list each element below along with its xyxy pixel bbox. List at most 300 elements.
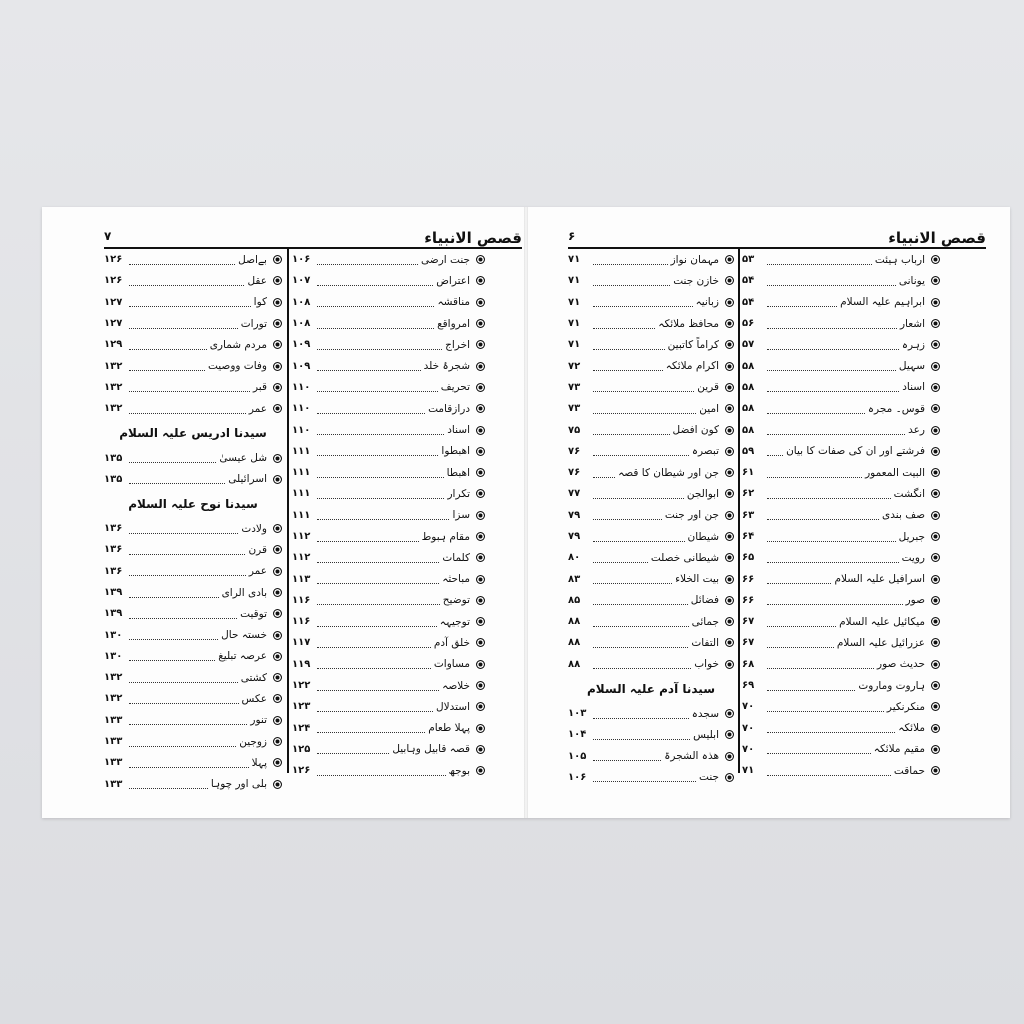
- toc-entry-title: اخراج: [445, 338, 470, 351]
- bullet-icon: [273, 545, 282, 554]
- bullet-icon: [273, 588, 282, 597]
- toc-entry-page: ۷۱: [568, 318, 581, 330]
- toc-entry-title: منکرنکیر: [886, 700, 925, 713]
- toc-entry: [742, 483, 940, 504]
- toc-entry: [568, 746, 734, 767]
- toc-entry-page: ۵۹: [742, 445, 755, 457]
- bullet-icon: [476, 638, 485, 647]
- dot-leader: [593, 532, 685, 542]
- toc-entry: [104, 539, 282, 560]
- bullet-icon: [725, 532, 734, 541]
- bullet-icon: [931, 511, 940, 520]
- toc-entry: [104, 561, 282, 582]
- toc-entry: [568, 632, 734, 653]
- toc-entry-title: توضیح: [442, 594, 470, 607]
- toc-entry: [104, 447, 282, 468]
- toc-entry-page: ۸۸: [568, 637, 581, 649]
- toc-entry-title: خلق آدم: [433, 636, 470, 649]
- bullet-icon: [931, 702, 940, 711]
- bullet-icon: [931, 660, 940, 669]
- dot-leader: [317, 553, 439, 563]
- toc-entry-page: ۱۳۲: [104, 381, 123, 393]
- toc-entry-page: ۷۰: [742, 701, 755, 713]
- dot-leader: [129, 453, 216, 463]
- toc-entry-title: خستہ حال: [221, 629, 267, 642]
- bullet-icon: [273, 780, 282, 789]
- toc-entry-page: ۱۲۷: [104, 296, 123, 308]
- bullet-icon: [931, 340, 940, 349]
- dot-leader: [129, 524, 238, 534]
- toc-entry: [568, 355, 734, 376]
- toc-entry-page: ۱۳۶: [104, 565, 123, 577]
- bullet-icon: [273, 340, 282, 349]
- toc-entry: [568, 724, 734, 745]
- toc-entry-page: ۱۱۶: [292, 616, 311, 628]
- toc-entry-title: درازقامت: [428, 402, 470, 415]
- dot-leader: [317, 638, 431, 648]
- toc-entry-page: ۷۰: [742, 743, 755, 755]
- dot-leader: [129, 588, 219, 598]
- bullet-icon: [476, 702, 485, 711]
- toc-column-right: [292, 249, 485, 781]
- toc-entry: [742, 675, 940, 696]
- book-spread: [42, 207, 1010, 818]
- bullet-icon: [725, 511, 734, 520]
- bullet-icon: [725, 553, 734, 562]
- left-page: [42, 207, 526, 818]
- bullet-icon: [476, 532, 485, 541]
- toc-entry: [104, 646, 282, 667]
- bullet-icon: [273, 362, 282, 371]
- dot-leader: [129, 737, 236, 747]
- bullet-icon: [931, 745, 940, 754]
- bullet-icon: [931, 724, 940, 733]
- bullet-icon: [931, 276, 940, 285]
- toc-entry: [292, 611, 485, 632]
- dot-leader: [129, 779, 208, 789]
- dot-leader: [317, 276, 433, 286]
- toc-entry-title: اسرافیل علیہ السلام: [834, 573, 925, 586]
- bullet-icon: [476, 766, 485, 775]
- toc-entry-page: ۶۶: [742, 573, 755, 585]
- toc-entry: [292, 547, 485, 568]
- dot-leader: [129, 404, 246, 414]
- toc-entry-page: ۱۰۷: [292, 275, 311, 287]
- toc-entry: [742, 419, 940, 440]
- bullet-icon: [931, 362, 940, 371]
- toc-entry-title: مقیم ملائکہ: [873, 743, 925, 756]
- bullet-icon: [725, 489, 734, 498]
- toc-entry-title: اشعار: [899, 317, 925, 330]
- dot-leader: [767, 404, 865, 414]
- toc-entry-title: اکرام ملائکہ: [665, 360, 719, 373]
- toc-entry: [742, 696, 940, 717]
- bullet-icon: [476, 404, 485, 413]
- bullet-icon: [476, 489, 485, 498]
- bullet-icon: [931, 575, 940, 584]
- dot-leader: [317, 361, 421, 371]
- toc-entry-title: امین: [699, 402, 719, 415]
- dot-leader: [317, 404, 425, 414]
- toc-entry-title: تکرار: [447, 487, 470, 500]
- toc-entry-title: اسناد: [447, 424, 470, 437]
- page-title: قصص الانبیاء: [888, 229, 986, 247]
- toc-entry-title: زوجین: [239, 735, 267, 748]
- dot-leader: [767, 297, 837, 307]
- dot-leader: [767, 468, 862, 478]
- toc-entry-page: ۷۱: [568, 275, 581, 287]
- toc-entry-page: ۷۹: [568, 531, 581, 542]
- bullet-icon: [476, 575, 485, 584]
- dot-leader: [129, 382, 250, 392]
- dot-leader: [767, 723, 895, 733]
- dot-leader: [767, 744, 871, 754]
- toc-entry-title: شجرۂ خلد: [423, 360, 470, 373]
- dot-leader: [593, 319, 655, 329]
- bullet-icon: [725, 319, 734, 328]
- bullet-icon: [931, 255, 940, 264]
- dot-leader: [767, 681, 855, 691]
- toc-entry-page: ۱۳۰: [104, 650, 123, 662]
- bullet-icon: [273, 758, 282, 767]
- bullet-icon: [725, 404, 734, 413]
- dot-leader: [767, 361, 896, 371]
- toc-entry-title: سجدہ: [691, 707, 719, 720]
- dot-leader: [593, 617, 689, 627]
- bullet-icon: [476, 255, 485, 264]
- toc-entry-page: ۷۹: [568, 509, 581, 521]
- dot-leader: [129, 630, 218, 640]
- toc-entry-page: ۱۲۳: [292, 701, 311, 713]
- toc-entry-title: عکس: [241, 692, 267, 705]
- toc-entry: [742, 398, 940, 419]
- toc-entry-title: جنت: [699, 771, 719, 784]
- toc-entry-page: ۷۵: [568, 424, 581, 436]
- toc-entry-page: ۵۸: [742, 360, 755, 372]
- toc-entry: [104, 710, 282, 731]
- toc-entry: [568, 377, 734, 398]
- toc-entry: [568, 505, 734, 526]
- toc-entry: [292, 462, 485, 483]
- bullet-icon: [273, 737, 282, 746]
- bullet-icon: [725, 447, 734, 456]
- column-divider: [287, 249, 289, 773]
- dot-leader: [767, 510, 879, 520]
- toc-entry-title: زہرہ: [901, 338, 925, 351]
- toc-entry-page: ۸۵: [568, 594, 581, 606]
- toc-entry: [568, 590, 734, 611]
- toc-entry-page: ۱۱۱: [292, 467, 311, 479]
- bullet-icon: [476, 383, 485, 392]
- toc-entry: [568, 462, 734, 483]
- bullet-icon: [273, 524, 282, 533]
- dot-leader: [129, 673, 238, 683]
- bullet-icon: [725, 276, 734, 285]
- dot-leader: [767, 276, 896, 286]
- toc-entry-title: التفات: [691, 636, 719, 649]
- bullet-icon: [931, 681, 940, 690]
- toc-entry: [292, 568, 485, 589]
- dot-leader: [317, 744, 389, 754]
- toc-entry-page: ۱۰۴: [568, 729, 587, 741]
- toc-entry-title: قوس۔ مجرہ: [867, 402, 925, 415]
- dot-leader: [317, 766, 446, 776]
- bullet-icon: [273, 276, 282, 285]
- toc-entry-page: ۱۰۶: [568, 771, 587, 783]
- dot-leader: [767, 617, 836, 627]
- toc-entry-page: ۱۳۹: [104, 608, 123, 620]
- bullet-icon: [476, 511, 485, 520]
- toc-entry-page: ۷۱: [742, 765, 755, 777]
- toc-entry: [568, 292, 734, 313]
- toc-entry-title: کوا: [253, 296, 267, 309]
- toc-entry: [104, 249, 282, 270]
- bullet-icon: [725, 362, 734, 371]
- dot-leader: [767, 638, 834, 648]
- toc-entry-title: ابراہیم علیہ السلام: [840, 296, 925, 309]
- column-divider: [738, 249, 740, 773]
- dot-leader: [767, 766, 891, 776]
- toc-entry-page: ۱۱۶: [292, 594, 311, 606]
- toc-entry-page: ۶۷: [742, 637, 755, 649]
- dot-leader: [593, 638, 688, 648]
- bullet-icon: [476, 340, 485, 349]
- toc-entry-page: ۱۱۳: [292, 573, 311, 585]
- bullet-icon: [273, 383, 282, 392]
- toc-entry-page: ۶۵: [742, 552, 755, 564]
- toc-entry-title: مباحثہ: [442, 573, 470, 586]
- dot-leader: [129, 340, 207, 350]
- toc-entry-page: ۱۱۲: [292, 552, 311, 564]
- toc-entry: [104, 582, 282, 603]
- toc-entry: [742, 249, 940, 270]
- bullet-icon: [931, 766, 940, 775]
- toc-entry-page: ۱۱۰: [292, 424, 311, 436]
- page-number: ۶: [568, 229, 576, 243]
- toc-entry-title: امرواقع: [437, 317, 470, 330]
- bullet-icon: [725, 383, 734, 392]
- bullet-icon: [931, 468, 940, 477]
- toc-entry-title: محافظ ملائکہ: [658, 317, 719, 330]
- dot-leader: [767, 595, 903, 605]
- dot-leader: [317, 595, 440, 605]
- bullet-icon: [931, 553, 940, 562]
- bullet-icon: [931, 298, 940, 307]
- toc-entry-title: عزرائیل علیہ السلام: [836, 636, 925, 649]
- bullet-icon: [273, 694, 282, 703]
- dot-leader: [317, 617, 437, 627]
- bullet-icon: [725, 660, 734, 669]
- toc-entry-title: جن اور جنت: [664, 509, 719, 522]
- toc-entry: [104, 774, 282, 795]
- toc-entry-title: اسرائیلی: [228, 473, 267, 486]
- toc-entry-title: بیت الخلاء: [675, 573, 719, 586]
- toc-entry-title: حماقت: [893, 764, 925, 777]
- toc-entry: [568, 767, 734, 788]
- right-page: [526, 207, 1010, 818]
- bullet-icon: [476, 362, 485, 371]
- toc-entry-title: تنور: [250, 714, 267, 727]
- dot-leader: [129, 758, 249, 768]
- bullet-icon: [273, 319, 282, 328]
- dot-leader: [767, 532, 896, 542]
- bullet-icon: [273, 475, 282, 484]
- toc-entry-title: وفات ووصیت: [207, 360, 267, 373]
- toc-entry-title: فرشتے اور ان کی صفات کا بیان: [786, 445, 925, 458]
- toc-entry: [742, 718, 940, 739]
- toc-entry-page: ۱۲۷: [104, 318, 123, 330]
- toc-entry-title: توقیت: [240, 607, 267, 620]
- bullet-icon: [931, 532, 940, 541]
- toc-entry: [292, 632, 485, 653]
- toc-entry-title: خلاصہ: [442, 679, 470, 692]
- toc-entry-page: ۷۳: [568, 381, 581, 393]
- bullet-icon: [273, 673, 282, 682]
- toc-entry-page: ۱۱۹: [292, 658, 311, 670]
- toc-entry-title: جبریل: [898, 530, 925, 543]
- dot-leader: [593, 730, 690, 740]
- bullet-icon: [273, 404, 282, 413]
- toc-entry: [292, 249, 485, 270]
- toc-entry-title: پہلا: [251, 756, 267, 769]
- toc-entry-page: ۵۸: [742, 381, 755, 393]
- dot-leader: [593, 751, 661, 761]
- bullet-icon: [273, 567, 282, 576]
- toc-entry-page: ۱۲۶: [292, 765, 311, 777]
- toc-entry: [292, 718, 485, 739]
- toc-entry-page: ۷۲: [568, 360, 581, 372]
- toc-entry-title: کراماً کاتبین: [667, 338, 719, 351]
- toc-entry-title: ابوالجن: [686, 487, 719, 500]
- toc-entry-title: عقل: [247, 274, 267, 287]
- toc-entry-title: شل عیسیٰ: [219, 452, 267, 465]
- toc-entry-page: ۸۸: [568, 658, 581, 670]
- toc-entry: [292, 377, 485, 398]
- bullet-icon: [273, 631, 282, 640]
- bullet-icon: [476, 553, 485, 562]
- toc-entry-page: ۱۳۹: [104, 587, 123, 598]
- toc-entry-page: ۱۳۵: [104, 473, 123, 485]
- toc-entry: [742, 334, 940, 355]
- toc-entry-page: ۵۳: [742, 254, 755, 266]
- bullet-icon: [476, 745, 485, 754]
- toc-entry-title: قصہ قابیل وہابیل: [392, 743, 470, 756]
- toc-entry-page: ۶۴: [742, 531, 755, 542]
- toc-entry-title: تحریف: [440, 381, 470, 394]
- toc-entry-title: قرین: [697, 381, 719, 394]
- bullet-icon: [725, 617, 734, 626]
- dot-leader: [317, 702, 433, 712]
- toc-entry-title: قرن: [248, 543, 267, 556]
- toc-entry: [568, 611, 734, 632]
- toc-entry: [742, 355, 940, 376]
- bullet-icon: [476, 276, 485, 285]
- bullet-icon: [476, 681, 485, 690]
- toc-entry-page: ۱۳۳: [104, 736, 123, 748]
- toc-entry-page: ۶۲: [742, 488, 755, 500]
- bullet-icon: [725, 638, 734, 647]
- dot-leader: [317, 382, 438, 392]
- toc-entry: [292, 590, 485, 611]
- toc-entry: [568, 568, 734, 589]
- toc-entry: [742, 505, 940, 526]
- toc-entry-page: ۱۲۶: [104, 254, 123, 266]
- toc-entry: [568, 398, 734, 419]
- bullet-icon: [931, 404, 940, 413]
- toc-entry-title: توجیہہ: [439, 615, 470, 628]
- dot-leader: [593, 382, 694, 392]
- dot-leader: [593, 468, 615, 478]
- toc-entry-title: سزا: [452, 509, 470, 522]
- bullet-icon: [931, 319, 940, 328]
- toc-entry-title: کشتی: [240, 671, 267, 684]
- dot-leader: [767, 319, 897, 329]
- toc-entry-title: ابلیس: [693, 728, 719, 741]
- page-header: [568, 229, 986, 247]
- page-title: قصص الانبیاء: [424, 229, 522, 247]
- bullet-icon: [931, 638, 940, 647]
- dot-leader: [129, 566, 246, 576]
- bullet-icon: [725, 730, 734, 739]
- bullet-icon: [476, 426, 485, 435]
- toc-entry-page: ۱۳۳: [104, 778, 123, 790]
- bullet-icon: [725, 575, 734, 584]
- toc-entry-title: یونانی: [898, 274, 925, 287]
- toc-entry-page: ۷۳: [568, 403, 581, 415]
- toc-entry: [292, 696, 485, 717]
- dot-leader: [593, 709, 689, 719]
- dot-leader: [767, 340, 899, 350]
- toc-entry-page: ۱۳۰: [104, 629, 123, 641]
- dot-leader: [593, 404, 696, 414]
- dot-leader: [767, 489, 891, 499]
- dot-leader: [593, 489, 684, 499]
- dot-leader: [317, 723, 425, 733]
- bullet-icon: [273, 652, 282, 661]
- bullet-icon: [725, 426, 734, 435]
- toc-entry-title: پہلا طعام: [428, 722, 470, 735]
- bullet-icon: [931, 596, 940, 605]
- toc-entry: [292, 483, 485, 504]
- section-heading: سیدنا آدم علیہ السلام: [587, 681, 716, 696]
- toc-entry-title: جنت ارضی: [421, 253, 470, 266]
- toc-entry-page: ۱۱۱: [292, 488, 311, 500]
- toc-entry-title: صف بندی: [882, 509, 925, 522]
- toc-entry: [292, 270, 485, 291]
- dot-leader: [317, 319, 434, 329]
- bullet-icon: [273, 454, 282, 463]
- toc-entry: [568, 270, 734, 291]
- dot-leader: [317, 532, 419, 542]
- bullet-icon: [931, 447, 940, 456]
- toc-entry: [292, 292, 485, 313]
- toc-column-left: [104, 249, 282, 795]
- bullet-icon: [476, 724, 485, 733]
- toc-entry-page: ۱۰۹: [292, 360, 311, 372]
- dot-leader: [129, 297, 251, 307]
- bullet-icon: [476, 298, 485, 307]
- dot-leader: [767, 382, 899, 392]
- dot-leader: [317, 340, 442, 350]
- toc-entry-title: ہاروت وماروت: [858, 679, 925, 692]
- bullet-icon: [931, 426, 940, 435]
- toc-entry-title: ملائکہ: [898, 722, 925, 735]
- toc-entry: [742, 547, 940, 568]
- toc-entry-page: ۱۱۰: [292, 403, 311, 415]
- toc-entry-title: خواب: [694, 658, 719, 671]
- toc-entry-title: اعتراض: [436, 274, 470, 287]
- toc-entry-title: قبر: [253, 381, 267, 394]
